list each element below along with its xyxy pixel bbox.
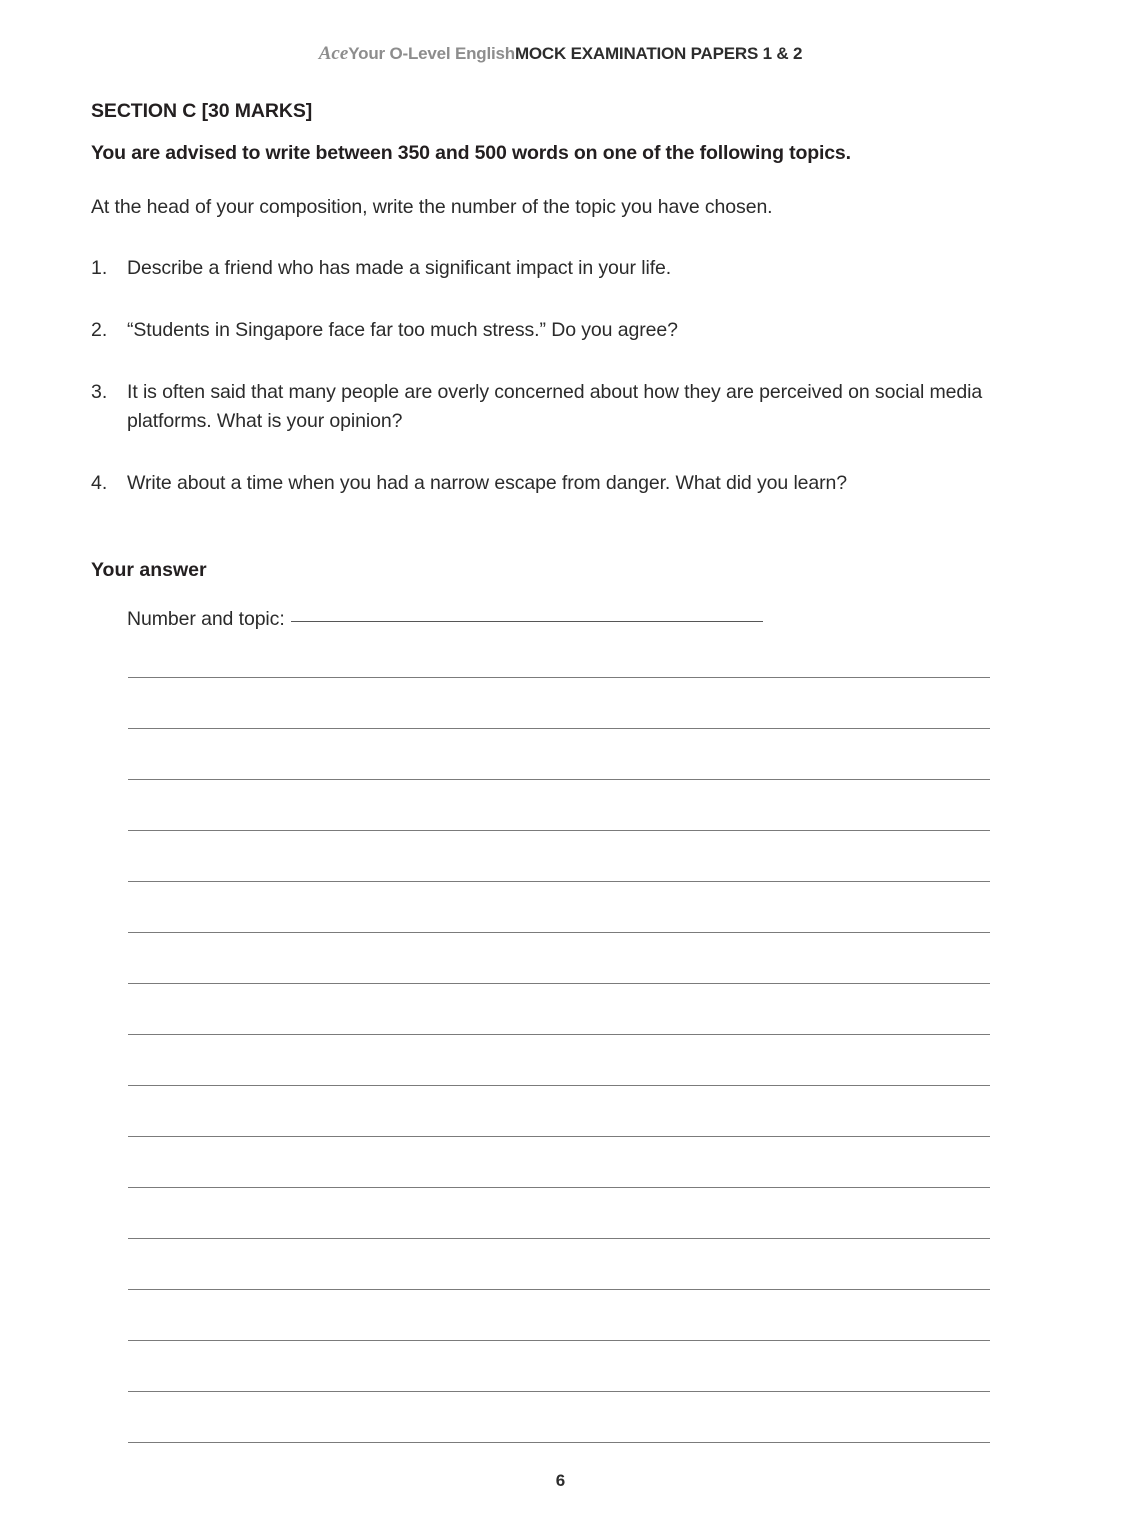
topic-text: “Students in Singapore face far too much stress.” Do you agree? bbox=[127, 319, 678, 341]
topic-number: 2. bbox=[91, 319, 108, 341]
answer-line[interactable] bbox=[128, 1034, 990, 1035]
answer-line[interactable] bbox=[128, 728, 990, 729]
answer-line[interactable] bbox=[128, 1238, 990, 1239]
answer-line[interactable] bbox=[128, 983, 990, 984]
answer-ruled-lines bbox=[128, 677, 990, 1443]
answer-line[interactable] bbox=[128, 830, 990, 831]
topic-text: Describe a friend who has made a significant impact in your life. bbox=[127, 257, 672, 279]
answer-line[interactable] bbox=[128, 1340, 990, 1341]
topic-number: 1. bbox=[91, 257, 108, 279]
topic-text: It is often said that many people are overly concerned about how they are perceived on social media platforms. What is your opinion? bbox=[127, 381, 983, 432]
brand-series-text: Your O-Level English bbox=[348, 44, 515, 63]
answer-line[interactable] bbox=[128, 1085, 990, 1086]
topic-list bbox=[91, 254, 1031, 531]
list-item bbox=[91, 378, 1031, 436]
answer-line[interactable] bbox=[128, 1289, 990, 1290]
answer-line[interactable] bbox=[128, 677, 990, 678]
page-number: 6 bbox=[555, 1471, 566, 1490]
list-item bbox=[91, 469, 1031, 498]
word-count-advice: You are advised to write between 350 and 500 words on one of the following topics. bbox=[91, 142, 851, 164]
number-and-topic-row bbox=[127, 608, 827, 631]
answer-line[interactable] bbox=[128, 881, 990, 882]
answer-line[interactable] bbox=[128, 1136, 990, 1137]
list-item bbox=[91, 254, 1031, 283]
answer-line[interactable] bbox=[128, 932, 990, 933]
topic-number: 3. bbox=[91, 381, 108, 403]
answer-line[interactable] bbox=[128, 1391, 990, 1392]
topic-text: Write about a time when you had a narrow escape from danger. What did you learn? bbox=[127, 472, 848, 494]
composition-instruction: At the head of your composition, write the number of the topic you have chosen. bbox=[91, 196, 773, 218]
running-header bbox=[0, 44, 1121, 64]
answer-line[interactable] bbox=[128, 1442, 990, 1443]
brand-script-text: Ace bbox=[318, 43, 349, 64]
answer-line[interactable] bbox=[128, 779, 990, 780]
section-heading: SECTION C [30 MARKS] bbox=[91, 100, 313, 122]
number-and-topic-label: Number and topic: bbox=[127, 608, 285, 630]
book-title-text: MOCK EXAMINATION PAPERS 1 & 2 bbox=[514, 44, 803, 63]
list-item bbox=[91, 316, 1031, 345]
answer-line[interactable] bbox=[128, 1187, 990, 1188]
topic-number: 4. bbox=[91, 472, 108, 494]
your-answer-heading: Your answer bbox=[91, 559, 207, 581]
number-and-topic-input-rule[interactable] bbox=[291, 621, 763, 622]
